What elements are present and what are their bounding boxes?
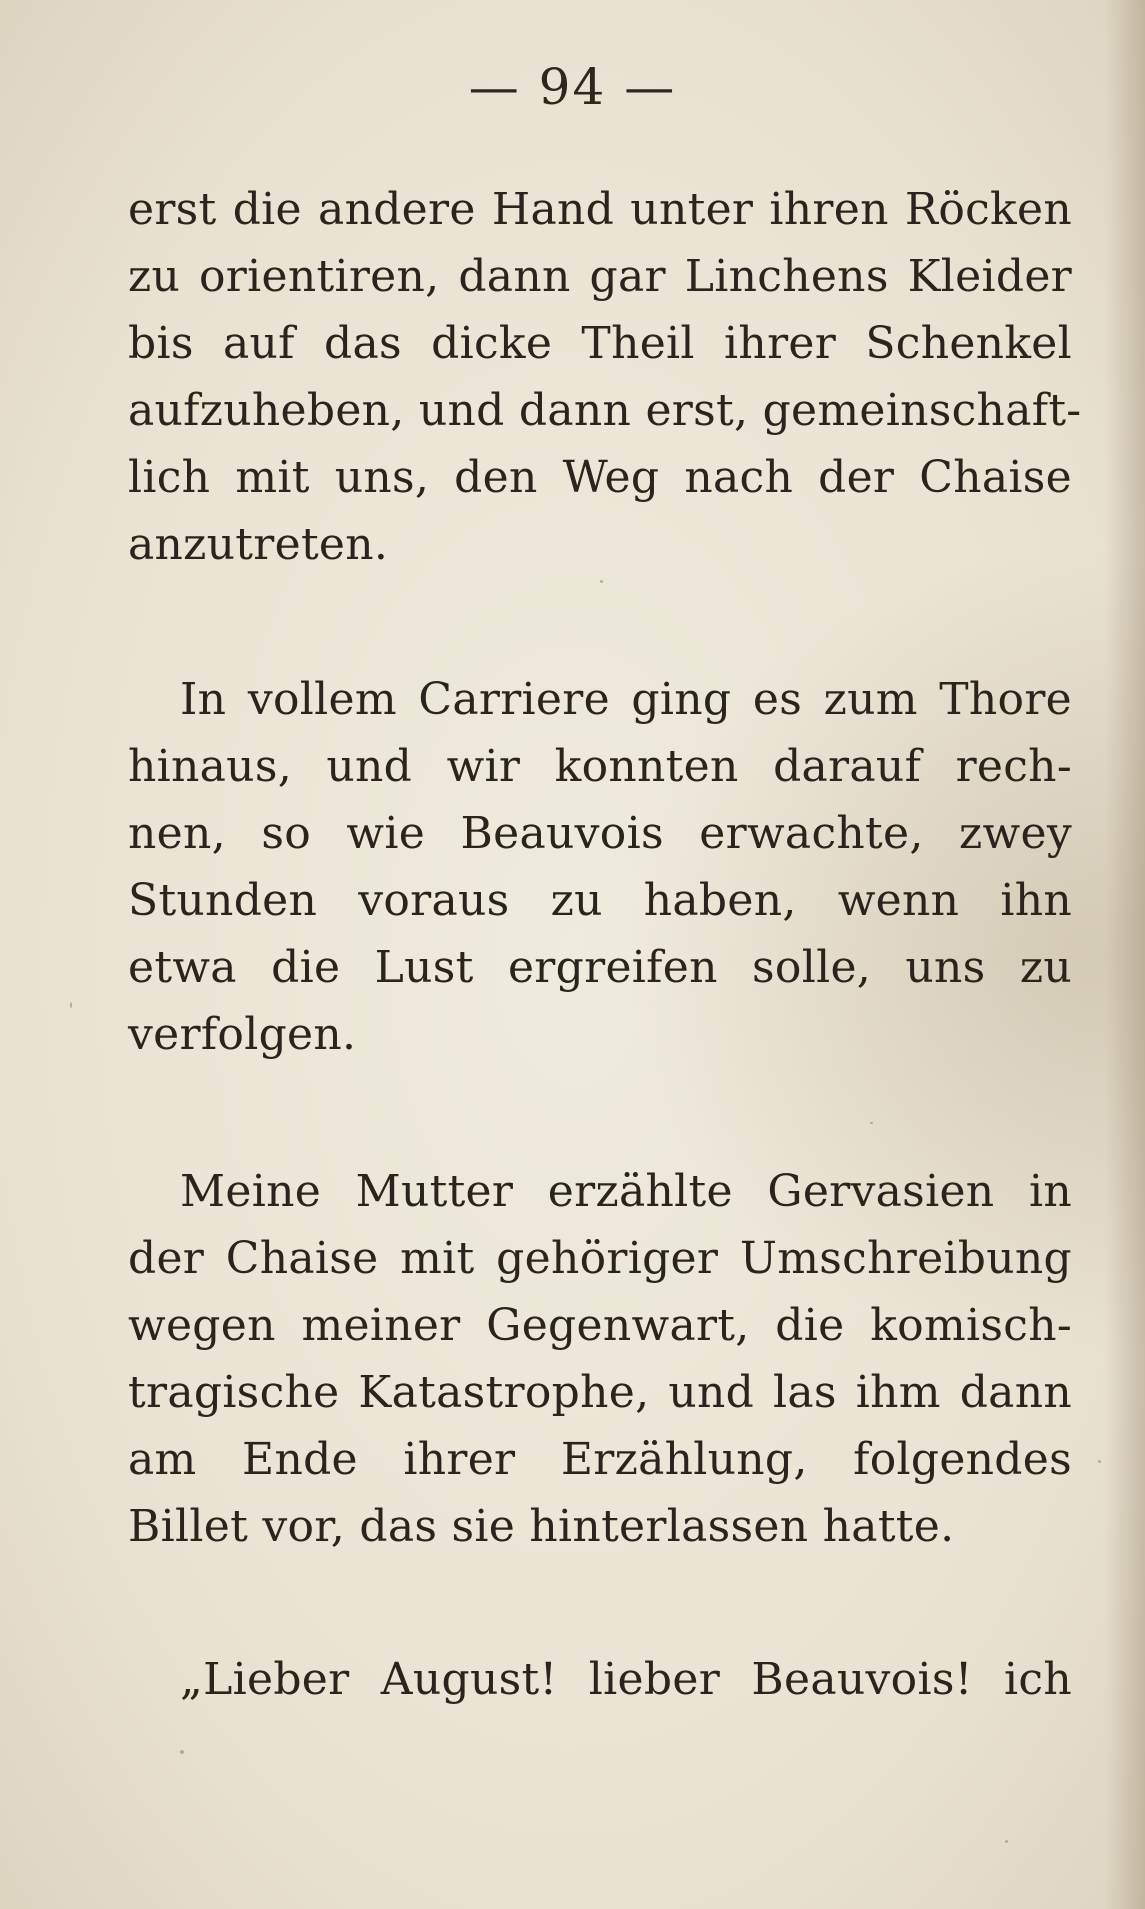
text-line: Billet vor, das sie hinterlassen hatte. xyxy=(128,1501,955,1552)
paper-speck xyxy=(1098,1460,1101,1463)
page-gutter-shadow xyxy=(1105,0,1145,1909)
text-line: der Chaise mit gehöriger Umschreibung xyxy=(128,1233,1072,1284)
text-line: lich mit uns, den Weg nach der Chaise xyxy=(128,452,1072,503)
paragraph-1 xyxy=(128,176,1082,578)
text-line: bis auf das dicke Theil ihrer Schenkel xyxy=(128,318,1072,369)
paper-speck xyxy=(600,580,603,583)
paper-speck xyxy=(70,1002,72,1008)
text-line: verfolgen. xyxy=(128,1009,357,1060)
text-line: wegen meiner Gegenwart, die komisch- xyxy=(128,1300,1072,1351)
text-line: „Lieber August! lieber Beauvois! ich xyxy=(180,1654,1072,1705)
text-line: anzutreten. xyxy=(128,519,389,570)
paper-speck xyxy=(870,1122,873,1124)
text-line: In vollem Carriere ging es zum Thore xyxy=(180,674,1072,725)
text-line: etwa die Lust ergreifen solle, uns zu xyxy=(128,942,1072,993)
text-line: hinaus, und wir konnten darauf rech- xyxy=(128,741,1072,792)
paragraph-3 xyxy=(128,1158,1072,1560)
paper-speck xyxy=(180,1750,184,1754)
paragraph-4 xyxy=(128,1646,1072,1713)
text-line: Stunden voraus zu haben, wenn ihn xyxy=(128,875,1072,926)
text-line: aufzuheben, und dann erst, gemeinschaft- xyxy=(128,385,1082,436)
paper-speck xyxy=(1005,1840,1008,1843)
text-line: zu orientiren, dann gar Linchens Kleider xyxy=(128,251,1072,302)
text-line: Meine Mutter erzählte Gervasien in xyxy=(180,1166,1072,1217)
page-number: — 94 — xyxy=(468,58,677,116)
text-line: tragische Katastrophe, und las ihm dann xyxy=(128,1367,1072,1418)
text-line: erst die andere Hand unter ihren Röcken xyxy=(128,184,1072,235)
text-line: nen, so wie Beauvois erwachte, zwey xyxy=(128,808,1072,859)
paragraph-2 xyxy=(128,666,1072,1068)
text-line: am Ende ihrer Erzählung, folgendes xyxy=(128,1434,1072,1485)
